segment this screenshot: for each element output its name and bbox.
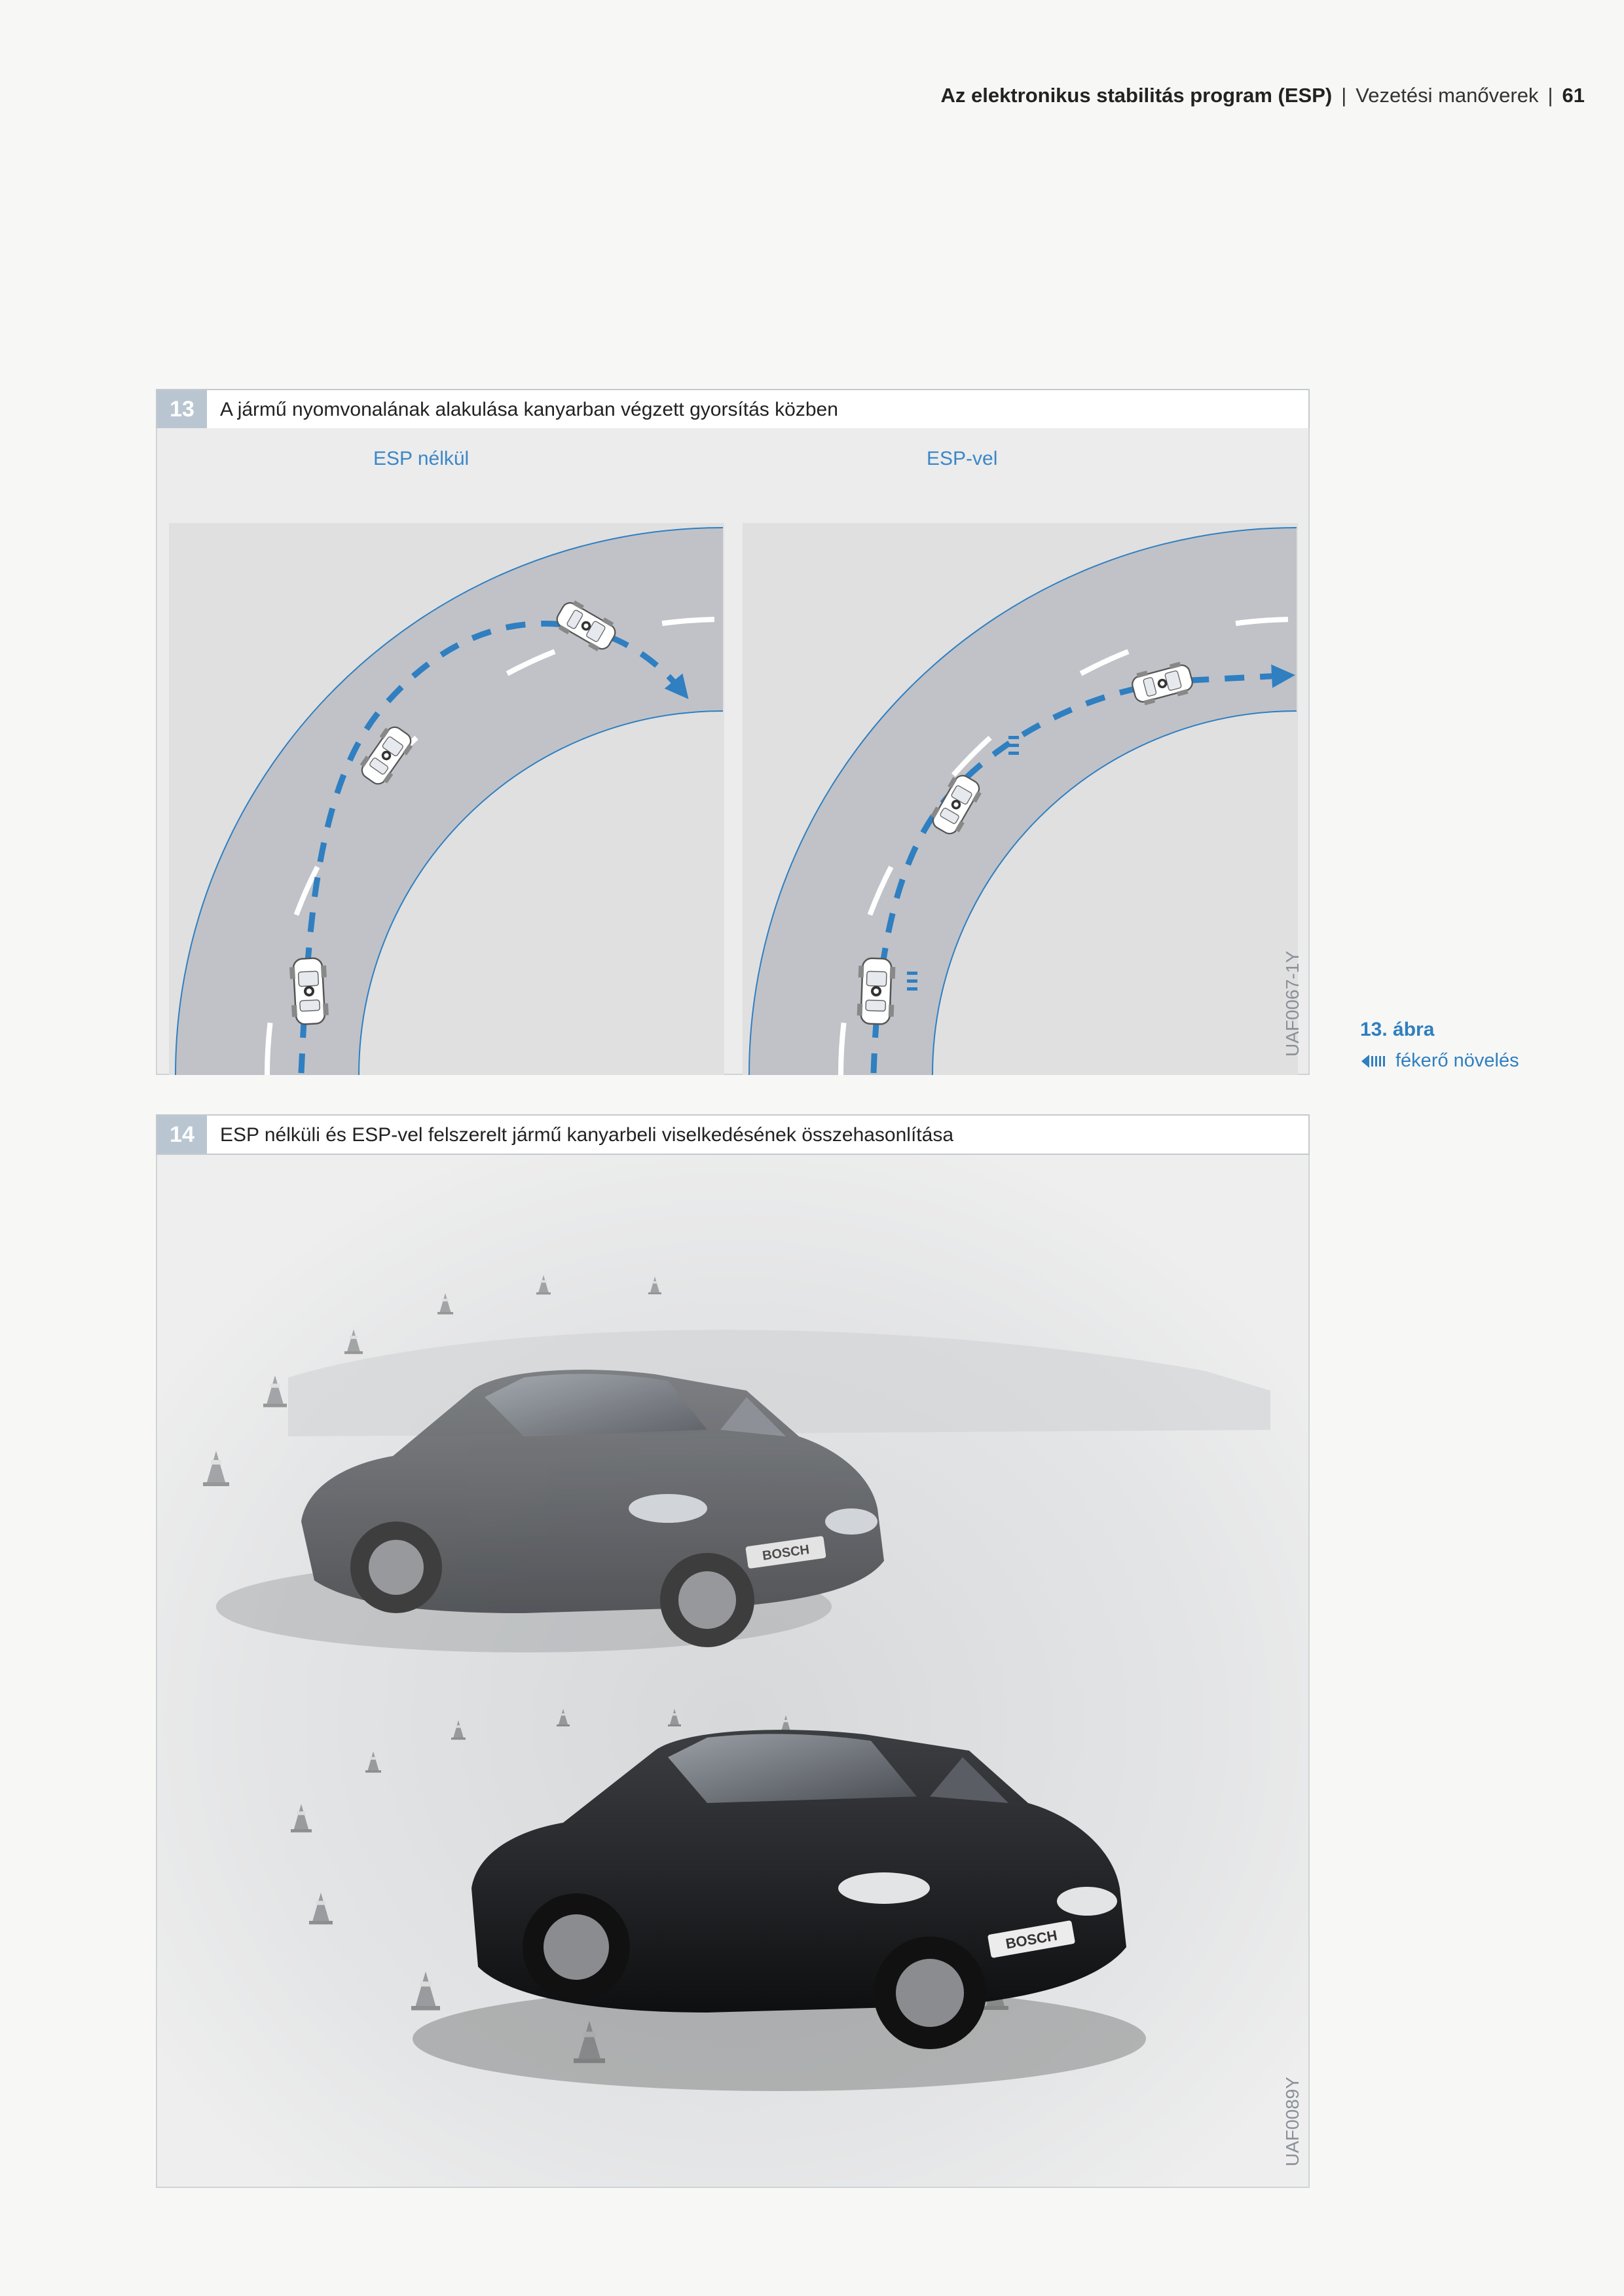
bosch-plate-bottom: BOSCH: [1004, 1927, 1059, 1952]
car-comparison-photo: [157, 1155, 1308, 2188]
trajectory-diagram-svg: [157, 428, 1308, 1075]
right-road-panel: [743, 523, 1298, 1075]
figure-13-title-bar: [156, 389, 1310, 429]
brake-arrow-icon: [1360, 1053, 1386, 1069]
figure-14-title-bar: [156, 1114, 1310, 1155]
bosch-plate-top: BOSCH: [761, 1542, 811, 1563]
figure-14-code: UAF0089Y: [1282, 2077, 1302, 2166]
figure-14-photo: [156, 1155, 1310, 2188]
figure-13-caption: A jármű nyomvonalának alakulása kanyarban végzett gyorsítás közben: [220, 399, 838, 420]
panel-label-with-esp: ESP-vel: [927, 448, 998, 469]
header-separator: |: [1341, 84, 1347, 107]
chapter-title: Az elektronikus stabilitás program (ESP): [940, 84, 1333, 107]
figure-14-number: 14: [157, 1116, 207, 1154]
page-header: [940, 84, 1585, 107]
header-separator-2: |: [1547, 84, 1553, 107]
legend-brake-force: [1360, 1050, 1519, 1072]
figure-13-side-note: [1360, 1019, 1519, 1072]
left-road-panel: [169, 523, 724, 1075]
panel-label-without-esp: ESP nélkül: [373, 448, 470, 469]
figure-13-diagram: [156, 428, 1310, 1075]
figure-13-number: 13: [157, 390, 207, 428]
figure-14-caption: ESP nélküli és ESP-vel felszerelt jármű kanyarbeli viselkedésének összehasonlítása: [220, 1124, 954, 1146]
figure-13-side-label: 13. ábra: [1360, 1019, 1435, 1040]
legend-text: fékerő növelés: [1395, 1050, 1519, 1071]
page-number: 61: [1562, 84, 1585, 107]
figure-13-code: UAF0067-1Y: [1282, 951, 1302, 1057]
section-title: Vezetési manőverek: [1356, 84, 1539, 107]
